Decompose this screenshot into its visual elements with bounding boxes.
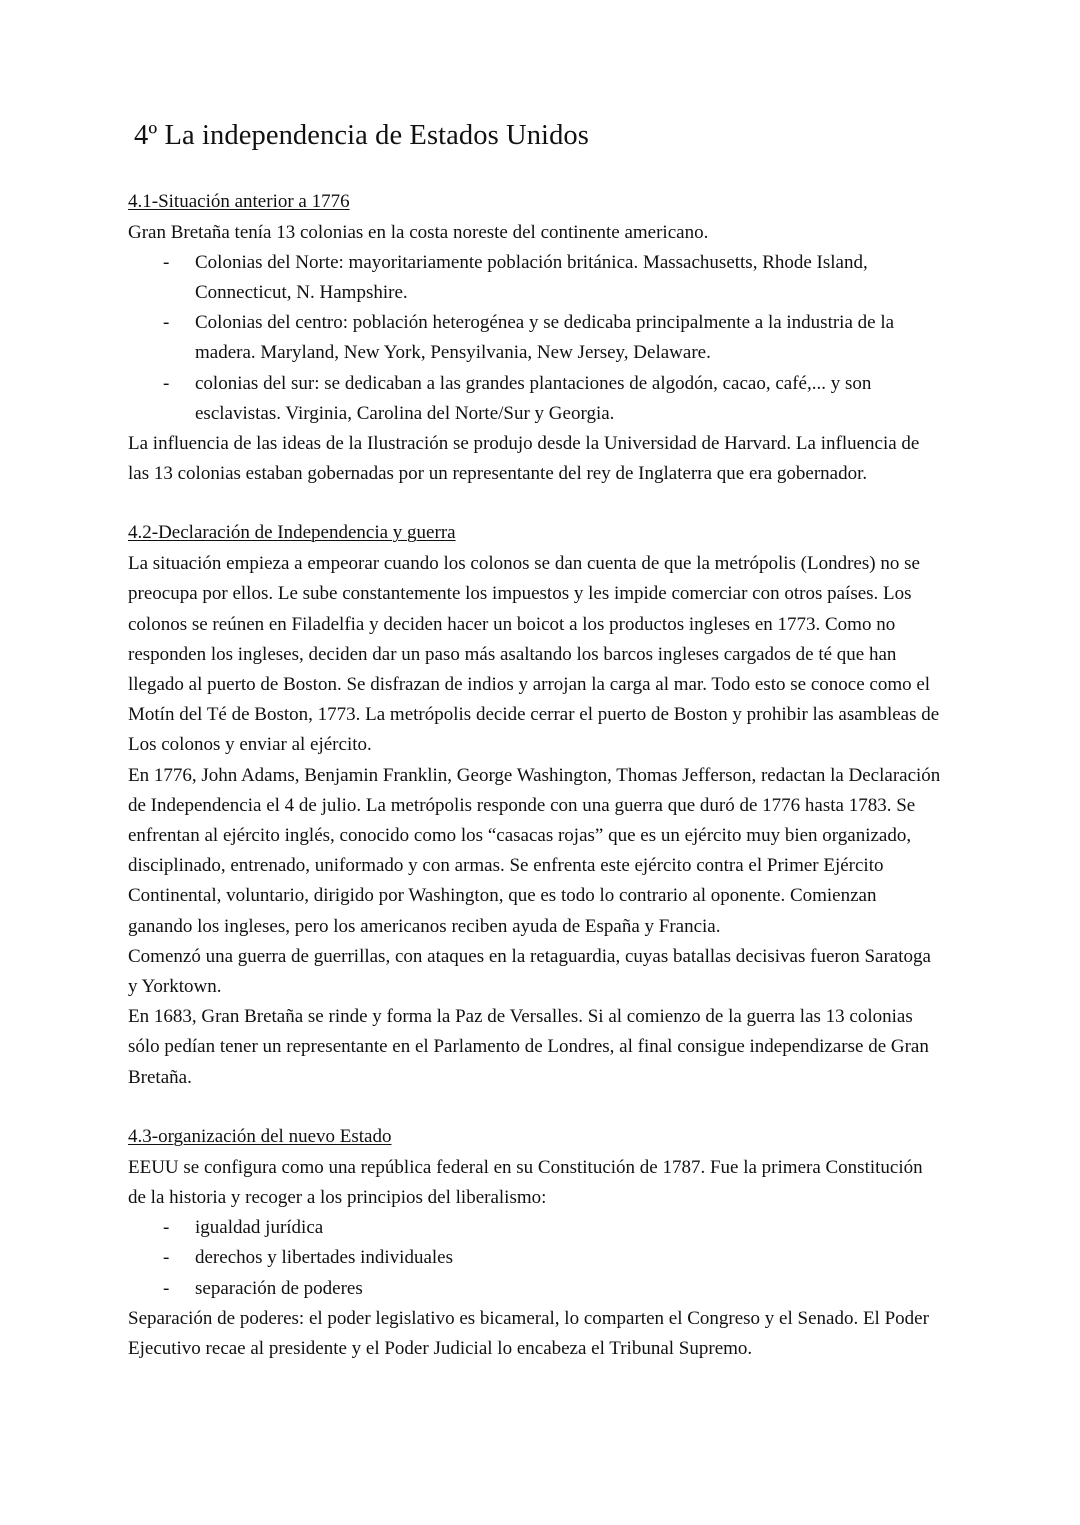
section-4-2-paragraph-2: En 1776, John Adams, Benjamin Franklin, George Washington, Thomas Jefferson, redactan la Declaración de Independencia el 4 de julio. La metrópolis responde con una guerra que duró de 1776 hasta 1783. Se enfrentan al ejército inglés, conocido como los “casacas rojas” que es un ejército muy bien organizado, disciplinado, entrenado, uniformado y con armas. Se enfrenta este ejército contra el Primer Ejército Continental, voluntario, dirigido por Washington, que es todo lo contrario al oponente. Comienzan ganando los ingleses, pero los americanos reciben ayuda de España y Francia. (128, 764, 941, 937)
section-heading-4-1: 4.1-Situación anterior a 1776 (128, 190, 350, 212)
list-item (128, 1213, 945, 1243)
bullet-dash-icon: - (163, 251, 170, 273)
section-spacer (128, 489, 945, 519)
section-4-3 (128, 1123, 945, 1364)
list-item (128, 248, 945, 308)
section-4-3-bullet-list (128, 1213, 945, 1304)
section-4-3-closing: Separación de poderes: el poder legislativo es bicameral, lo comparten el Congreso y el Senado. El Poder Ejecutivo recae al presidente y el Poder Judicial lo encabeza el Tribunal Supremo. (128, 1307, 929, 1359)
section-heading-row-4-3 (128, 1123, 945, 1152)
section-heading-4-3: 4.3-organización del nuevo Estado (128, 1125, 392, 1147)
section-4-2-paragraph-4: En 1683, Gran Bretaña se rinde y forma la Paz de Versalles. Si al comienzo de la guerra las 13 colonias sólo pedían tener un representante en el Parlamento de Londres, al final consigue independizarse de Gran Bretaña. (128, 1006, 929, 1088)
list-item (128, 308, 945, 368)
list-item-text: separación de poderes (195, 1277, 363, 1299)
page-title: 4º La independencia de Estados Unidos (134, 120, 589, 151)
bullet-dash-icon: - (163, 1217, 170, 1239)
list-item-text: Colonias del centro: población heterogénea y se dedicaba principalmente a la industria de la madera. Maryland, New York, Pensyilvania, New Jersey, Delaware. (195, 312, 895, 364)
bullet-dash-icon: - (163, 1277, 170, 1299)
bullet-dash-icon: - (163, 372, 170, 394)
section-4-2-paragraph-1: La situación empieza a empeorar cuando los colonos se dan cuenta de que la metrópolis (Londres) no se preocupa por ellos. Le sube constantemente los impuestos y les impide comerciar con otros países. Los colonos se reúnen en Filadelfia y deciden hacer un boicot a los productos ingleses en 1773. Como no responden los ingleses, deciden dar un paso más asaltando los barcos ingleses cargados de té que han llegado al puerto de Boston. Se disfrazan de indios y arrojan la carga al mar. Todo esto se conoce como el Motín del Té de Boston, 1773. La metrópolis decide cerrar el puerto de Boston y prohibir las asambleas de Los colonos y enviar al ejército. (128, 553, 940, 756)
list-item-text: colonias del sur: se dedicaban a las grandes plantaciones de algodón, cacao, café,... y son esclavistas. Virginia, Carolina del Norte/Sur y Georgia. (195, 372, 872, 424)
section-4-2-paragraph-3: Comenzó una guerra de guerrillas, con ataques en la retaguardia, cuyas batallas decisivas fueron Saratoga y Yorktown. (128, 945, 931, 998)
bullet-dash-icon: - (163, 1247, 170, 1269)
section-heading-row-4-2 (128, 519, 945, 548)
list-item (128, 1243, 945, 1273)
section-4-1-bullet-list (128, 248, 945, 429)
list-item (128, 1274, 945, 1304)
section-spacer (128, 1093, 945, 1123)
list-item-text: igualdad jurídica (195, 1217, 324, 1239)
list-item (128, 369, 945, 429)
section-4-1-intro: Gran Bretaña tenía 13 colonias en la costa noreste del continente americano. (128, 221, 709, 243)
section-heading-row-4-1 (128, 188, 945, 217)
section-4-2 (128, 519, 945, 1093)
bullet-dash-icon: - (163, 312, 170, 334)
list-item-text: Colonias del Norte: mayoritariamente población británica. Massachusetts, Rhode Island, Connecticut, N. Hampshire. (195, 251, 868, 303)
section-4-3-intro: EEUU se configura como una república federal en su Constitución de 1787. Fue la primera Constitución de la historia y recoger a los principios del liberalismo: (128, 1156, 923, 1208)
list-item-text: derechos y libertades individuales (195, 1247, 454, 1269)
section-4-1-closing: La influencia de las ideas de la Ilustración se produjo desde la Universidad de Harvard. La influencia de las 13 colonias estaban gobernadas por un representante del rey de Inglaterra que era gobernador. (128, 432, 920, 485)
section-heading-4-2: 4.2-Declaración de Independencia y guerra (128, 522, 456, 544)
section-4-1 (128, 188, 945, 490)
